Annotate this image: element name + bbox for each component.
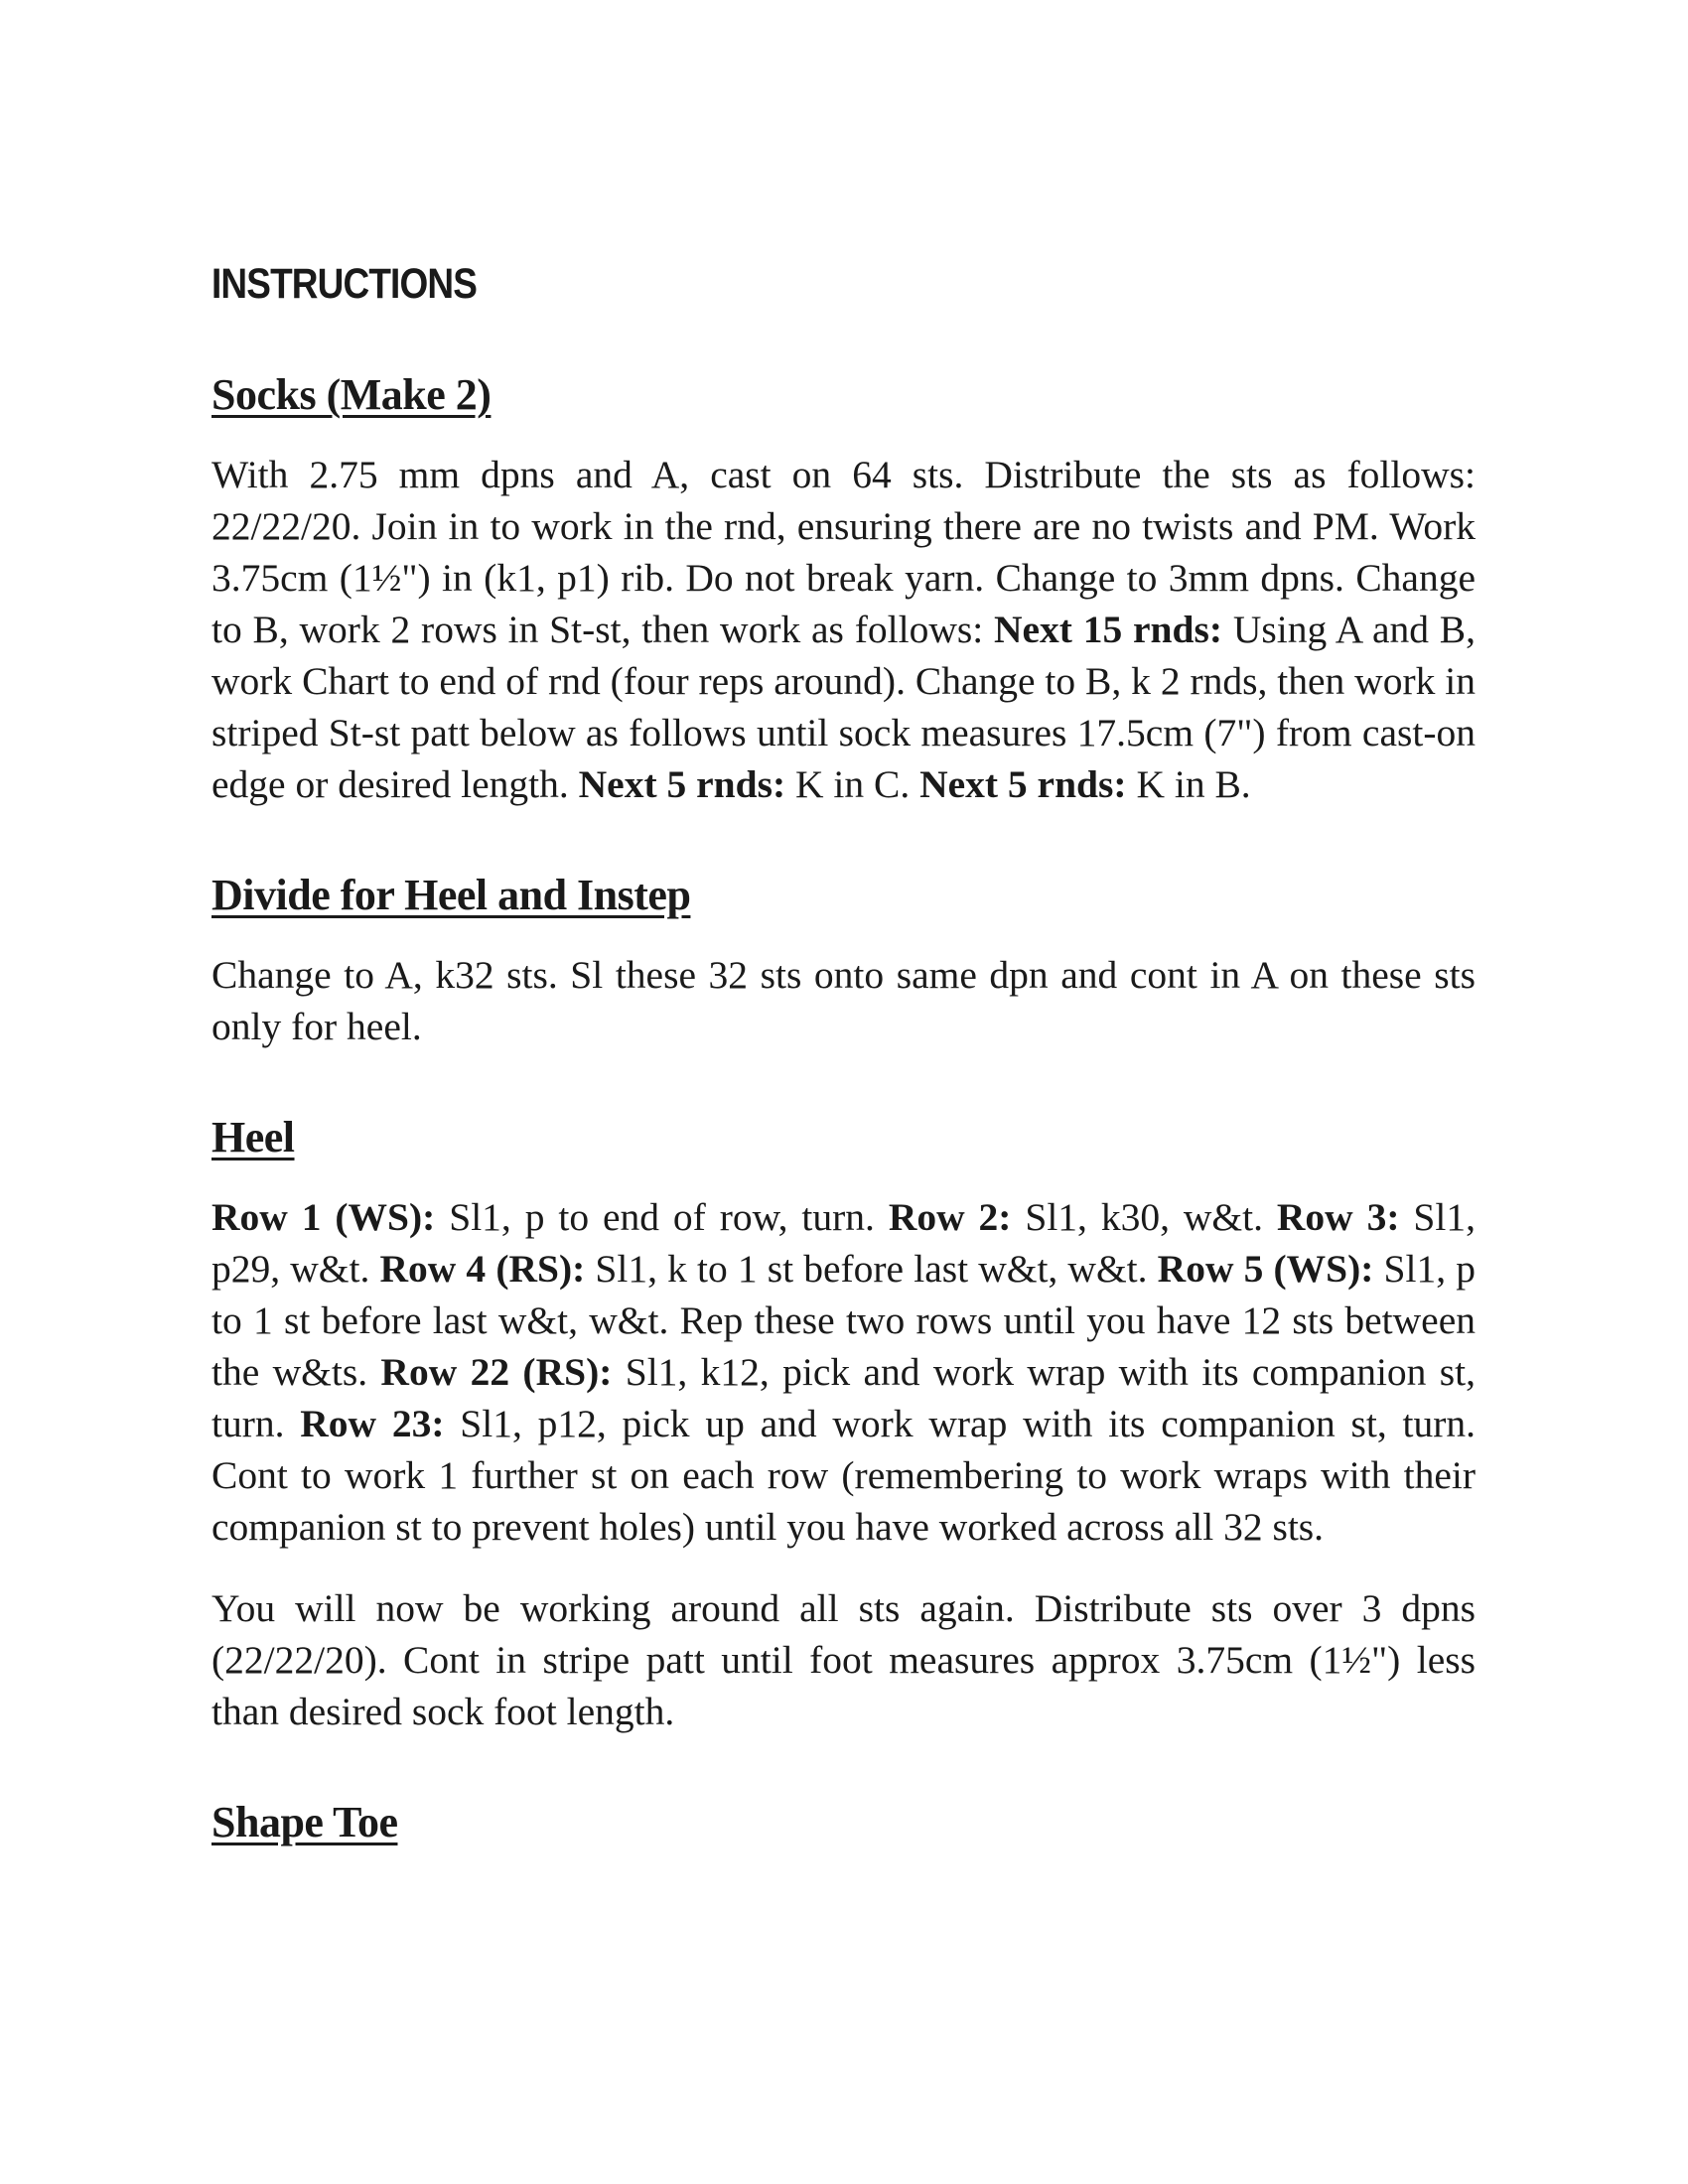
page-content bbox=[211, 256, 1476, 1876]
heel-row-23-label: Row 23: bbox=[300, 1402, 445, 1445]
divide-heading: Divide for Heel and Instep bbox=[211, 871, 691, 919]
heel-heading: Heel bbox=[211, 1113, 295, 1161]
heel-row-2-text: Sl1, k30, w&t. bbox=[1011, 1195, 1277, 1239]
heel-paragraph bbox=[211, 1191, 1476, 1553]
socks-text-c: Using A and B, work Chart to end of rnd (four reps around). Change to B, k 2 rnds, then work in striped St-st patt below as follows until sock measures 17.5cm (7") from cast-on edge or desired length. bbox=[211, 608, 1476, 806]
socks-text-a: With 2.75 mm dpns and A, cast on 64 sts. Distribute the sts as follows: 22/22/20. Join in to work in the rnd, ensuring there are no twists and PM. Work 3.75cm (1½") in (k1, p1) rib. Do not break yarn. Change to 3mm dpns. Change to B, work 2 rows in St-st, then work as follows: bbox=[211, 453, 1476, 651]
socks-text-e: K in B. bbox=[1126, 762, 1251, 806]
toe-heading: Shape Toe bbox=[211, 1798, 398, 1846]
heel-row-1-text: Sl1, p to end of row, turn. bbox=[435, 1195, 889, 1239]
heel-row-3-label: Row 3: bbox=[1276, 1195, 1400, 1239]
heel-paragraph-2: You will now be working around all sts again. Distribute sts over 3 dpns (22/22/20). Cont in stripe patt until foot measures approx 3.75cm (1½") less than desired sock foot length. bbox=[211, 1586, 1476, 1733]
heel-row-5-label: Row 5 (WS): bbox=[1157, 1247, 1374, 1291]
heel-row-2-label: Row 2: bbox=[888, 1195, 1012, 1239]
heel-row-1-label: Row 1 (WS): bbox=[211, 1195, 436, 1239]
heel-row-4-text: Sl1, k to 1 st before last w&t, w&t. bbox=[585, 1247, 1158, 1291]
heel-row-23-text: Sl1, p12, pick up and work wrap with its companion st, turn. Cont to work 1 further st on each row (remembering to work wraps with their companion st to prevent holes) until you have worked across all 32 sts. bbox=[211, 1402, 1476, 1549]
heel-row-4-label: Row 4 (RS): bbox=[379, 1247, 586, 1291]
divide-paragraph: Change to A, k32 sts. Sl these 32 sts onto same dpn and cont in A on these sts only for heel. bbox=[211, 953, 1476, 1048]
socks-bold-next-5-a: Next 5 rnds: bbox=[578, 762, 786, 806]
socks-bold-next-15: Next 15 rnds: bbox=[993, 608, 1223, 651]
heel-row-5-text: Sl1, p to 1 st before last w&t, w&t. Rep these two rows until you have 12 sts between the w&ts. bbox=[211, 1247, 1477, 1394]
heel-row-3-text: Sl1, p29, w&t. bbox=[211, 1195, 1476, 1291]
socks-heading: Socks (Make 2) bbox=[211, 370, 492, 419]
heel-row-22-label: Row 22 (RS): bbox=[380, 1350, 613, 1394]
heel-row-22-text: Sl1, k12, pick and work wrap with its companion st, turn. bbox=[211, 1350, 1476, 1445]
socks-bold-next-5-b: Next 5 rnds: bbox=[919, 762, 1127, 806]
socks-text-d: K in C. bbox=[785, 762, 920, 806]
socks-paragraph bbox=[211, 449, 1476, 810]
page-title: INSTRUCTIONS bbox=[211, 260, 478, 308]
